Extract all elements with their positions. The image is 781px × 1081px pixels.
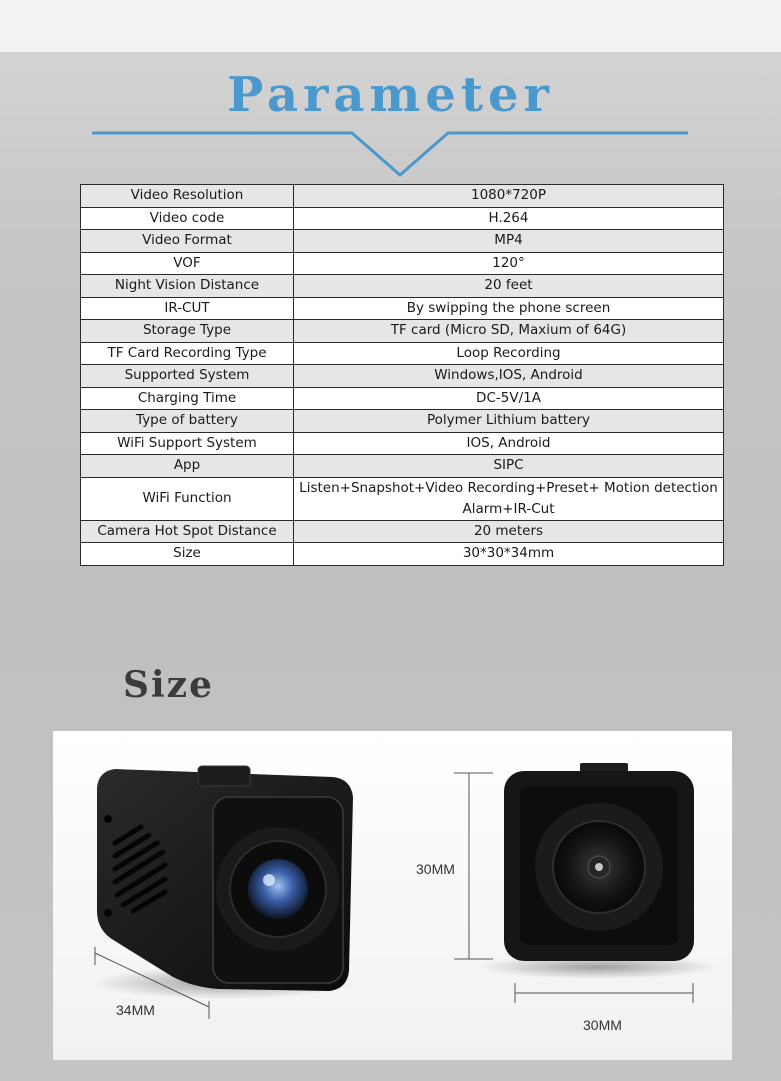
size-photo-panel [53, 731, 732, 1060]
table-row [81, 410, 724, 433]
spec-label: Supported System [81, 365, 294, 388]
spec-label: Camera Hot Spot Distance [81, 520, 294, 543]
table-row [81, 185, 724, 208]
spec-value: IOS, Android [294, 432, 724, 455]
table-row [81, 252, 724, 275]
table-row [81, 455, 724, 478]
spec-value [294, 477, 724, 520]
table-row [81, 297, 724, 320]
spec-value: 20 feet [294, 275, 724, 298]
camera-side-view [93, 766, 353, 1019]
spec-label: Video code [81, 207, 294, 230]
spec-value: Polymer Lithium battery [294, 410, 724, 433]
width-dimension-label: 30MM [583, 1017, 622, 1033]
spec-value: 30*30*34mm [294, 543, 724, 566]
spec-value: By swipping the phone screen [294, 297, 724, 320]
spec-label: Video Resolution [81, 185, 294, 208]
title-underline-chevron [90, 125, 690, 180]
table-row [81, 543, 724, 566]
table-row [81, 520, 724, 543]
depth-dimension-label: 34MM [116, 1002, 155, 1018]
spec-label: Video Format [81, 230, 294, 253]
spec-value: 20 meters [294, 520, 724, 543]
spec-label: IR-CUT [81, 297, 294, 320]
spec-label: WiFi Function [81, 477, 294, 520]
spec-label: TF Card Recording Type [81, 342, 294, 365]
spec-label: WiFi Support System [81, 432, 294, 455]
table-row [81, 207, 724, 230]
table-row [81, 365, 724, 388]
spec-label: App [81, 455, 294, 478]
spec-label: Night Vision Distance [81, 275, 294, 298]
spec-label: Storage Type [81, 320, 294, 343]
spec-value: 120° [294, 252, 724, 275]
spec-value: TF card (Micro SD, Maxium of 64G) [294, 320, 724, 343]
spec-value-line: Alarm+IR-Cut [462, 500, 555, 517]
spec-value: DC-5V/1A [294, 387, 724, 410]
table-row [81, 387, 724, 410]
spec-label: Type of battery [81, 410, 294, 433]
spec-label: VOF [81, 252, 294, 275]
table-row [81, 320, 724, 343]
spec-value: H.264 [294, 207, 724, 230]
table-row [81, 275, 724, 298]
spec-label: Charging Time [81, 387, 294, 410]
spec-value: SIPC [294, 455, 724, 478]
height-dimension-label: 30MM [416, 861, 455, 877]
camera-front-view [454, 763, 718, 1003]
spec-value-line: Listen+Snapshot+Video Recording+Preset+ Motion detection [299, 479, 718, 496]
spec-label: Size [81, 543, 294, 566]
size-section-title: Size [123, 664, 215, 706]
table-row [81, 432, 724, 455]
page-title: Parameter [227, 67, 554, 123]
spec-value: MP4 [294, 230, 724, 253]
table-row [81, 477, 724, 520]
spec-value: Windows,IOS, Android [294, 365, 724, 388]
spec-value: Loop Recording [294, 342, 724, 365]
top-band [0, 0, 781, 52]
spec-value: 1080*720P [294, 185, 724, 208]
table-row [81, 342, 724, 365]
parameter-table [80, 184, 724, 566]
table-row [81, 230, 724, 253]
